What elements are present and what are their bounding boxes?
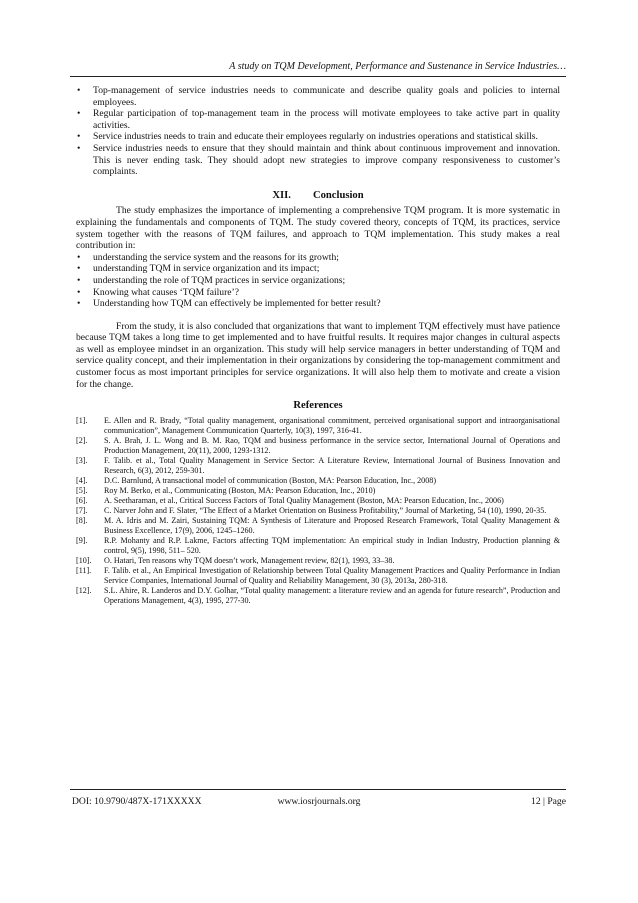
- references-heading: References: [293, 400, 343, 412]
- reference-item: [12]. S.L. Ahire, R. Landeros and D.Y. Golhar, “Total quality management: a literature review and an agenda for future research”, Production and Operations Management, 4(3), 1995, 277-30.: [76, 585, 560, 605]
- list-item: • understanding TQM in service organization and its impact;: [77, 263, 320, 275]
- reference-item: [11]. F. Talib. et al., An Empirical Investigation of Relationship between Total Quality Management Practices and Quality Performance in Indian Service Companies, International Journal of Quality and Reliability Management, 30 (3), 2013a, 280-318.: [76, 565, 560, 585]
- list-item: • Regular participation of top-management team in the process will motivate employees to take active part in quality activities.: [77, 108, 560, 131]
- list-item: • Service industries needs to train and educate their employees regularly on industries operations and statistical skills.: [77, 131, 538, 143]
- running-header: A study on TQM Development, Performance and Sustenance in Service Industries…: [229, 61, 566, 72]
- footer-website: www.iosrjournals.org: [277, 796, 361, 807]
- reference-item: [1]. E. Allen and R. Brady, “Total quality management, organisational commitment, perceived organisational support and intraorganisational communication”, Management Communication Quarterly, 10(3), 1997, 316-41.: [76, 415, 560, 435]
- reference-item: [3]. F. Talib. et al., Total Quality Management in Service Sector: A Literature Review, International Journal of Business Innovation and Research, 6(3), 2012, 259-301.: [76, 455, 560, 475]
- bullet-icon: •: [77, 131, 81, 143]
- header-rule: [70, 76, 566, 77]
- list-item: • Knowing what causes ‘TQM failure’?: [77, 286, 239, 298]
- bullet-icon: •: [77, 142, 81, 154]
- page-footer: [72, 796, 566, 809]
- spacer: [76, 310, 560, 321]
- list-item: • Top-management of service industries needs to communicate and describe quality goals and policies to internal employees.: [77, 85, 560, 108]
- footer-rule: [70, 789, 566, 790]
- list-item: • understanding the service system and the reasons for its growth;: [77, 251, 339, 263]
- bullet-icon: •: [77, 263, 81, 275]
- reference-item: [5]. Roy M. Berko, et al., Communicating (Boston, MA: Pearson Education, Inc., 2010): [76, 485, 376, 495]
- bullet-icon: •: [77, 108, 81, 120]
- reference-item: [4]. D.C. Barnlund, A transactional model of communication (Boston, MA: Pearson Education, Inc., 2008): [76, 475, 437, 485]
- reference-item: [9]. R.P. Mohanty and R.P. Lakme, Factors affecting TQM implementation: An empirical study in Indian Industry, Production planning & control, 9(5), 1998, 511– 520.: [76, 535, 560, 555]
- bullet-icon: •: [77, 274, 81, 286]
- reference-item: [6]. A. Seetharaman, et al., Critical Success Factors of Total Quality Management (Boston, MA: Pearson Education, Inc., 2006): [76, 495, 504, 505]
- conclusion-paragraph-1: The study emphasizes the importance of implementing a comprehensive TQM program. It is more systematic in explaining the fundamentals and components of TQM. The study covered theory, concepts of TQM, its practices, service system together with the reasons of TQM failures, and approach to TQM implementation. This study makes a real contribution in:: [76, 205, 560, 252]
- reference-list: [76, 416, 560, 606]
- footer-doi: DOI: 10.9790/487X-171XXXXX: [72, 796, 202, 807]
- reference-item: [7]. C. Narver John and F. Slater, “The Effect of a Market Orientation on Business Profitability,” Journal of Marketing, 54 (10), 1990, 20-35.: [76, 505, 547, 515]
- bullet-icon: •: [77, 85, 81, 96]
- list-item: • Service industries needs to ensure that they should maintain and think about continuous improvement and innovation. This is never ending task. They should adopt new strategies to improve company responsiveness to customer’s complaints.: [77, 142, 560, 178]
- list-item: • Understanding how TQM can effectively be implemented for better result?: [77, 298, 381, 310]
- bullet-icon: •: [77, 286, 81, 298]
- reference-item: [10]. O. Hatari, Ten reasons why TQM doesn’t work, Management review, 82(1), 1993, 33–38.: [76, 555, 395, 565]
- section-title: Conclusion: [312, 189, 364, 201]
- footer-page-number: 12 | Page: [531, 796, 566, 807]
- contribution-list: [76, 252, 560, 310]
- section-heading-conclusion: [76, 190, 560, 202]
- bullet-icon: •: [77, 251, 81, 263]
- section-number: XII.: [272, 189, 291, 201]
- recommendation-list: [76, 85, 560, 178]
- bullet-icon: •: [77, 298, 81, 310]
- page-content: [76, 85, 560, 606]
- list-item: • understanding the role of TQM practices in service organizations;: [77, 274, 346, 286]
- conclusion-paragraph-2: From the study, it is also concluded that organizations that want to implement TQM effectively must have patience because TQM takes a long time to get implemented and to have fruitful results. It requires major changes in cultural aspects as well as employee mindset in an organization. This study will help service managers in better understanding of TQM and service quality concept, and their implementation in their organizations by considering the top-management commitment and customer focus as most important principles for service organizations. It will also help them to motivate and create a vision for the change.: [76, 320, 560, 390]
- reference-item: [2]. S. A. Brah, J. L. Wong and B. M. Rao, TQM and business performance in the service sector, International Journal of Operations and Production Management, 20(11), 2000, 1293-1312.: [76, 435, 560, 455]
- reference-item: [8]. M. A. Idris and M. Zairi, Sustaining TQM: A Synthesis of Literature and Proposed Research Framework, Total Quality Management & Business Excellence, 17(9), 2006, 1245–1260.: [76, 515, 560, 535]
